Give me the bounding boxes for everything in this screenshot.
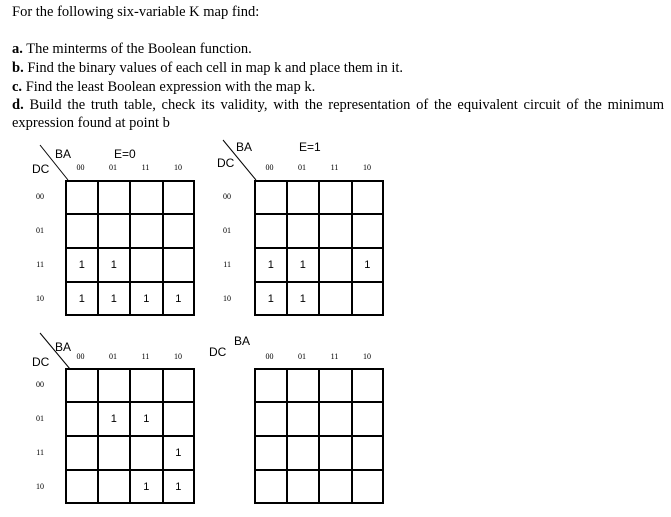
item-c-label: c. — [12, 79, 23, 95]
kmap-row-label: 10 — [36, 294, 44, 303]
kmap-col-label: 00 — [76, 163, 85, 172]
kmap-col-label: 00 — [76, 352, 85, 361]
kmap-col-var: BA — [234, 334, 251, 348]
kmap-cell — [352, 368, 385, 402]
kmap-col-label: 01 — [298, 352, 306, 361]
kmap-cell: 1 — [287, 282, 320, 316]
kmap-col-label: 10 — [363, 352, 371, 361]
kmap-cell: 1 — [287, 248, 320, 282]
kmap-cell — [98, 368, 131, 402]
kmap-cell — [352, 470, 385, 504]
kmap-row-label: 11 — [36, 448, 44, 457]
kmap-cell: 1 — [163, 470, 196, 504]
kmap-cell — [352, 436, 385, 470]
kmap-col-label: 10 — [174, 163, 182, 172]
kmap-cell: 1 — [130, 402, 163, 436]
kmap-title: E=1 — [299, 140, 321, 154]
kmap-col-label: 00 — [265, 163, 274, 172]
kmap-row-label: 10 — [223, 294, 231, 303]
kmap-row-label: 01 — [223, 226, 231, 235]
kmap-cell — [254, 436, 287, 470]
item-b-label: b. — [12, 60, 24, 76]
kmap-cell — [65, 470, 98, 504]
kmap-cell: 1 — [98, 248, 131, 282]
kmap-cell — [254, 470, 287, 504]
kmap-cell: 1 — [98, 402, 131, 436]
kmap-cell: 1 — [65, 282, 98, 316]
kmap-col-var: BA — [236, 140, 253, 154]
item-b-text: Find the binary values of each cell in map k and place them in it. — [27, 60, 404, 76]
kmap-cell — [163, 368, 196, 402]
kmap-cell — [287, 368, 320, 402]
kmap-cell: 1 — [65, 248, 98, 282]
kmap-cell — [352, 402, 385, 436]
kmap-col-label: 01 — [109, 352, 117, 361]
item-c-text: Find the least Boolean expression with the map k. — [25, 79, 316, 95]
kmap-col-label: 00 — [265, 352, 274, 361]
kmap-row-label: 00 — [223, 192, 231, 201]
kmap-cell — [130, 368, 163, 402]
kmap-cell: 1 — [98, 282, 131, 316]
kmap-col-label: 11 — [330, 352, 339, 361]
kmap-row-label: 10 — [36, 482, 44, 491]
kmap-cell — [287, 436, 320, 470]
kmap-col-var: BA — [55, 340, 72, 354]
kmap-col-label: 01 — [298, 163, 306, 172]
kmap-cell: 1 — [254, 248, 287, 282]
kmap-cell: 1 — [163, 282, 196, 316]
kmap-cell — [65, 368, 98, 402]
kmap-cell — [287, 470, 320, 504]
kmap-cell — [65, 402, 98, 436]
kmap-cell — [98, 436, 131, 470]
kmap-cell: 1 — [130, 470, 163, 504]
kmap-cell — [254, 402, 287, 436]
kmap-cell — [254, 368, 287, 402]
kmap-col-label: 11 — [141, 163, 150, 172]
kmap-cell — [98, 470, 131, 504]
kmap-col-label: 10 — [174, 352, 182, 361]
kmap-cell — [163, 402, 196, 436]
kmap-cell: 1 — [352, 248, 385, 282]
item-a-label: a. — [12, 41, 23, 57]
kmap-cell — [319, 402, 352, 436]
kmap-cell — [319, 436, 352, 470]
kmap-cell — [130, 436, 163, 470]
kmap-col-label: 11 — [141, 352, 150, 361]
kmap-cell — [319, 368, 352, 402]
kmap-row-label: 01 — [36, 226, 44, 235]
kmap-row-label: 11 — [223, 260, 231, 269]
kmap-row-var: DC — [32, 355, 50, 369]
kmap-title: E=0 — [114, 147, 136, 161]
kmap-col-label: 10 — [363, 163, 371, 172]
kmap-row-label: 01 — [36, 414, 44, 423]
kmap-cell — [319, 470, 352, 504]
item-a-text: The minterms of the Boolean function. — [26, 41, 252, 57]
kmap-col-label: 01 — [109, 163, 117, 172]
kmap-cell — [65, 436, 98, 470]
kmap-cell: 1 — [163, 436, 196, 470]
kmap-row-var: DC — [209, 345, 227, 359]
kmap-col-var: BA — [55, 147, 72, 161]
kmap-cell: 1 — [130, 282, 163, 316]
kmap-row-label: 00 — [36, 192, 44, 201]
kmap-row-label: 00 — [36, 380, 44, 389]
kmap-cell — [287, 402, 320, 436]
problem-intro: For the following six-variable K map find: — [12, 4, 260, 20]
kmap-col-label: 11 — [330, 163, 339, 172]
item-d-label: d. — [12, 97, 24, 113]
kmap-cell: 1 — [254, 282, 287, 316]
kmap-row-label: 11 — [36, 260, 44, 269]
kmap-row-var: DC — [32, 162, 50, 176]
item-d-text: Build the truth table, check its validity, with the representation of the equivalent circuit of the minimum expression found at point b — [12, 97, 665, 131]
kmap-row-var: DC — [217, 156, 235, 170]
